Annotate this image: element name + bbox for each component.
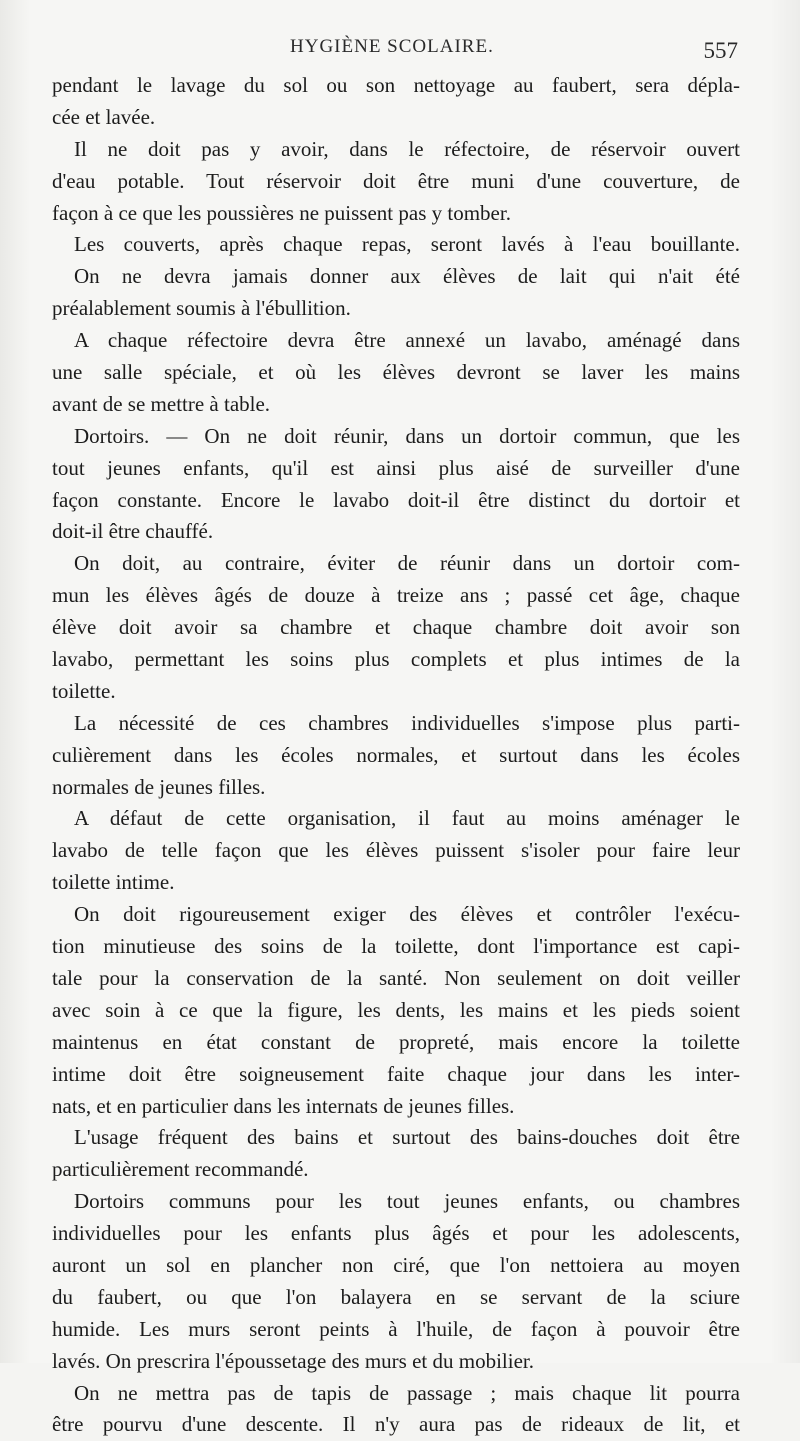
text-line: On ne devra jamais donner aux élèves de lait qui n'ait été (74, 264, 740, 289)
text-line: pendant le lavage du sol ou son nettoyage au faubert, sera dépla- (52, 73, 740, 97)
text-line: individuelles pour les enfants plus âgés et pour les adolescents, (52, 1221, 740, 1246)
text-line: A chaque réfectoire devra être annexé un lavabo, aménagé dans (74, 328, 740, 353)
text-line: doit-il être chauffé. (52, 519, 214, 544)
text-line: On doit, au contraire, éviter de réunir dans un dortoir com- (74, 551, 740, 576)
text-line: mun les élèves âgés de douze à treize ans ; passé cet âge, chaque (52, 583, 740, 608)
text-line: L'usage fréquent des bains et surtout des bains-douches doit être (74, 1125, 740, 1150)
text-line: une salle spéciale, et où les élèves devront se laver les mains (52, 360, 740, 385)
text-line: lavabo de telle façon que les élèves puissent s'isoler pour faire leur (52, 838, 740, 863)
text-line: intime doit être soigneusement faite chaque jour dans les inter- (52, 1061, 740, 1086)
text-line: façon à ce que les poussières ne puissent pas y tomber. (52, 200, 511, 225)
text-line: culièrement dans les écoles normales, et surtout dans les écoles (52, 742, 740, 767)
text-line: nats, et en particulier dans les internats de jeunes filles. (52, 1093, 515, 1118)
text-line: tion minutieuse des soins de la toilette, dont l'importance est capi- (52, 934, 740, 959)
text-line: maintenus en état constant de propreté, mais encore la toilette (52, 1029, 740, 1054)
text-line: avec soin à ce que la figure, les dents, les mains et les pieds soient (52, 997, 740, 1022)
text-line: Il ne doit pas y avoir, dans le réfectoire, de réservoir ouvert (74, 136, 740, 161)
text-line: tout jeunes enfants, qu'il est ainsi plus aisé de surveiller d'une (52, 455, 740, 480)
body-text (52, 70, 740, 1441)
text-line: d'eau potable. Tout réservoir doit être muni d'une couverture, de (52, 168, 740, 193)
text-line: du faubert, ou que l'on balayera en se servant de la sciure (52, 1284, 740, 1309)
text-line: Dortoirs communs pour les tout jeunes enfants, ou chambres (74, 1189, 740, 1214)
text-line: tale pour la conservation de la santé. Non seulement on doit veiller (52, 965, 740, 990)
text-line: A défaut de cette organisation, il faut au moins aménager le (74, 806, 740, 831)
text-line: préalablement soumis à l'ébullition. (52, 296, 351, 321)
text-line: toilette. (52, 678, 116, 703)
text-line: lavés. On prescrira l'époussetage des murs et du mobilier. (52, 1348, 534, 1373)
page-header (52, 28, 738, 68)
text-line: auront un sol en plancher non ciré, que l'on nettoiera au moyen (52, 1252, 740, 1277)
text-line: Dortoirs. — On ne doit réunir, dans un dortoir commun, que les (74, 423, 740, 448)
running-head: HYGIÈNE SCOLAIRE. (290, 36, 494, 57)
text-line: lavabo, permettant les soins plus complets et plus intimes de la (52, 647, 740, 672)
text-line: La nécessité de ces chambres individuelles s'impose plus parti- (74, 710, 740, 735)
text-line: particulièrement recommandé. (52, 1157, 309, 1182)
text-line: On ne mettra pas de tapis de passage ; mais chaque lit pourra (74, 1380, 740, 1405)
text-line: cée et lavée. (52, 104, 156, 129)
text-line: humide. Les murs seront peints à l'huile, de façon à pouvoir être (52, 1316, 740, 1341)
page-number: 557 (703, 38, 738, 63)
text-line: élève doit avoir sa chambre et chaque chambre doit avoir son (52, 615, 740, 640)
text-line: Les couverts, après chaque repas, seront lavés à l'eau bouillante. (74, 232, 740, 257)
text-line: On doit rigoureusement exiger des élèves et contrôler l'exécu- (74, 902, 740, 927)
text-line: normales de jeunes filles. (52, 774, 266, 799)
text-line: façon constante. Encore le lavabo doit-il être distinct du dortoir et (52, 487, 740, 512)
text-line: toilette intime. (52, 870, 175, 895)
text-line: être pourvu d'une descente. Il n'y aura pas de rideaux de lit, et (52, 1412, 740, 1437)
text-line: avant de se mettre à table. (52, 391, 271, 416)
